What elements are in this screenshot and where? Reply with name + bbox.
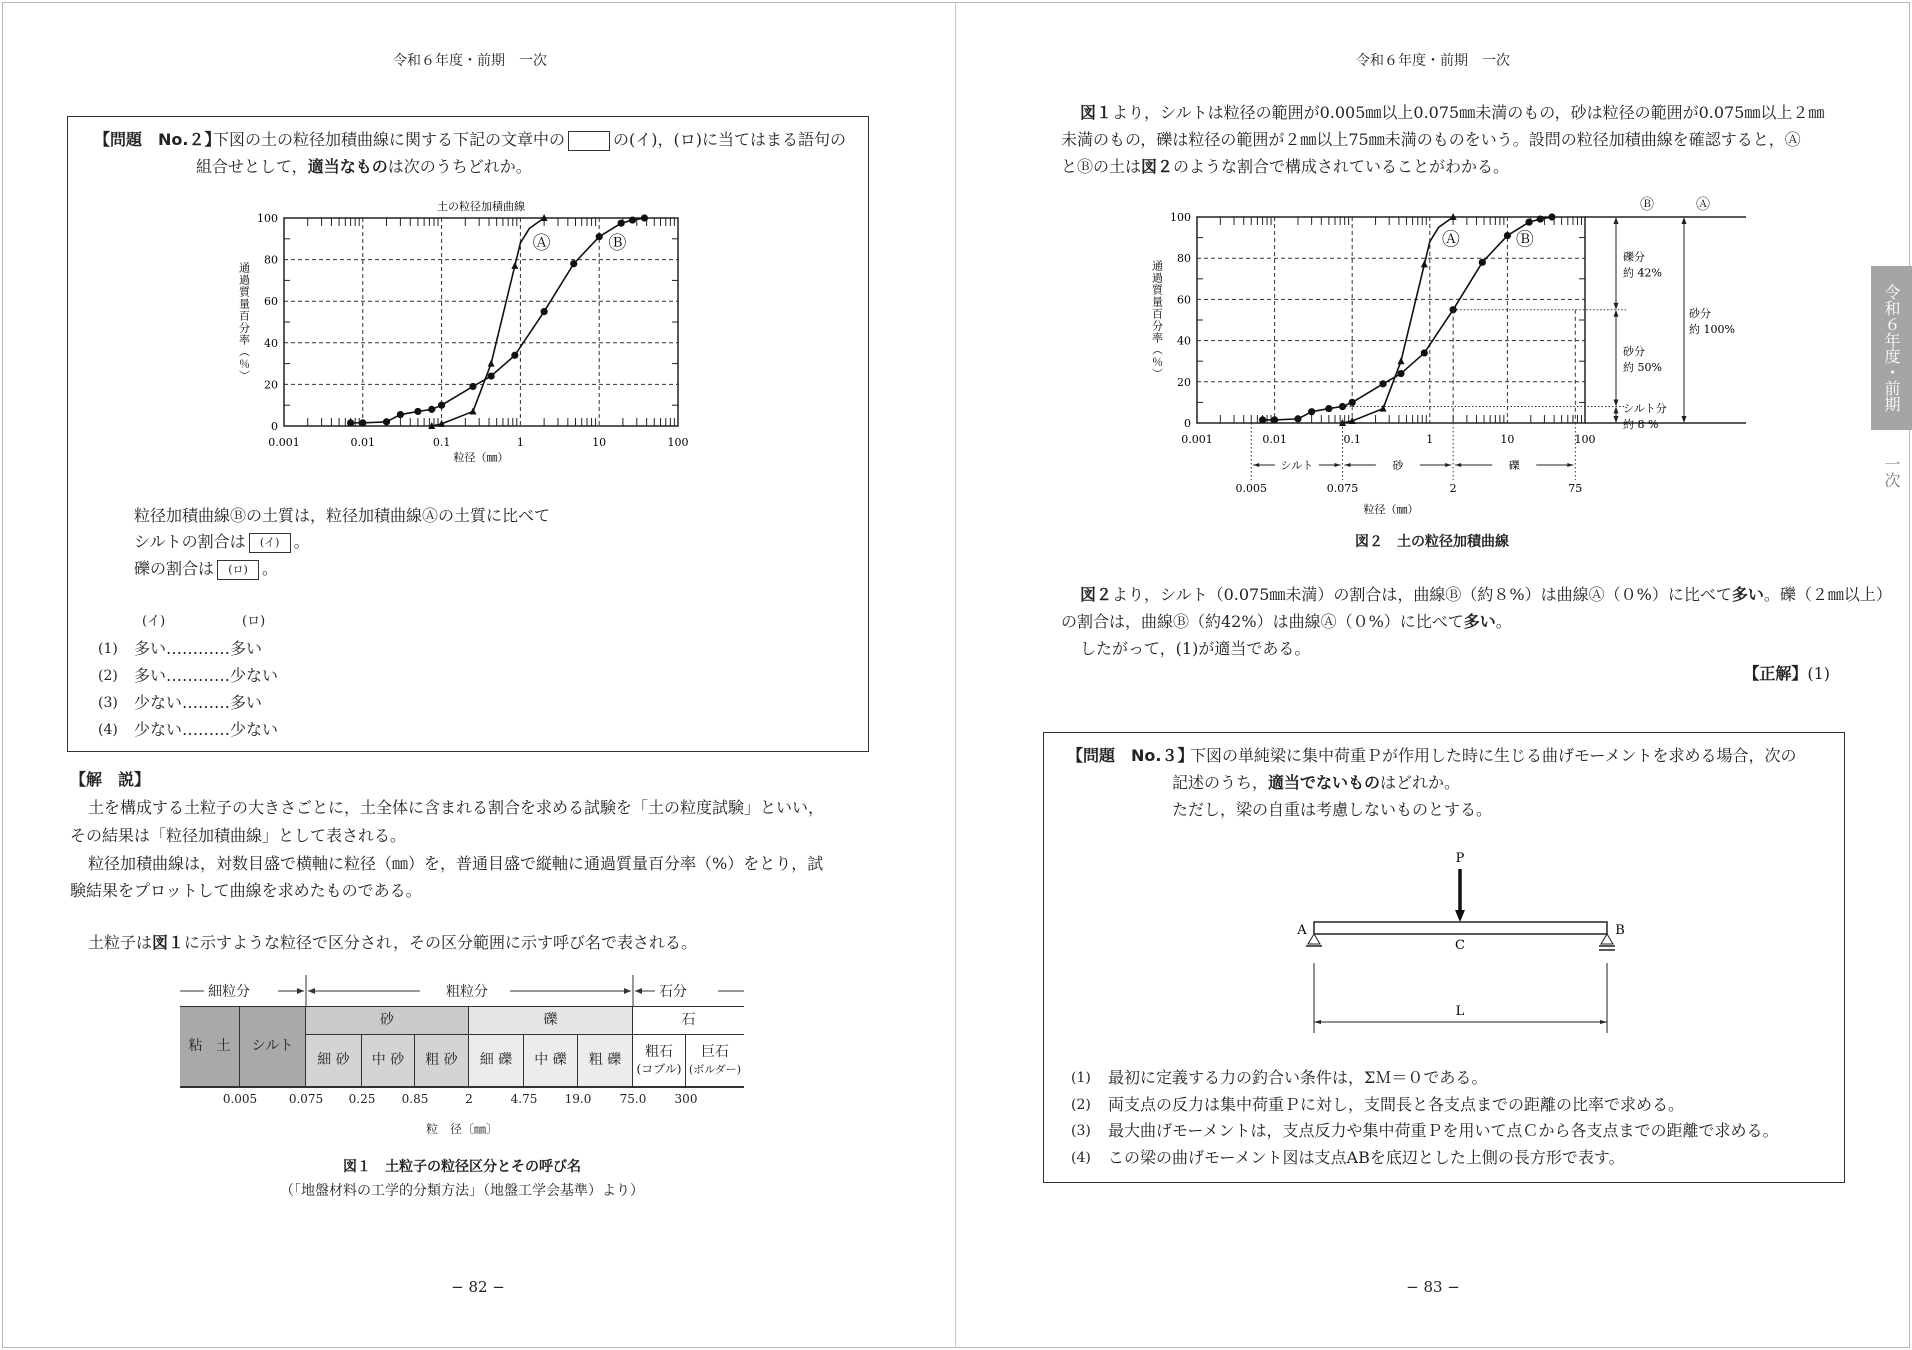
cell-coarse-gravel: 粗 礫	[578, 1035, 633, 1086]
bracket-head-a: Ⓐ	[1696, 197, 1710, 213]
data-point-circle	[1379, 380, 1386, 387]
data-point-triangle	[488, 360, 495, 367]
cell-silt: シルト	[240, 1007, 306, 1086]
choice-text: 最初に定義する力の釣合い条件は，ΣＭ＝０である。	[1108, 1068, 1488, 1087]
y-tick-label: 20	[264, 378, 278, 392]
figure-1-intro	[88, 932, 697, 954]
figure-ref: 図１	[152, 933, 185, 952]
data-point-circle	[570, 260, 577, 267]
figure-ref: 図２	[1080, 585, 1113, 604]
emphasis-text: 多い	[1731, 585, 1764, 604]
x-tick-label: 10	[592, 436, 607, 449]
problem-2-number: 【問題 No.２】	[94, 130, 221, 149]
para1-line1	[1080, 102, 1824, 124]
division-label: 礫	[1508, 459, 1520, 472]
explanation-line: 土を構成する土粒子の大きさごとに，土全体に含まれる割合を求める試験を「土の粒度試験」といい，	[88, 798, 825, 817]
bracket-value: 約 100%	[1689, 323, 1735, 336]
figure-1-axis-label: 粒 径〔㎜〕	[425, 1122, 499, 1136]
division-value-label: 2	[1449, 482, 1457, 495]
problem-3-question-line2	[1172, 772, 1460, 794]
figure-ref: 図１	[1080, 103, 1113, 122]
question-text: の(イ)，(ロ)に当てはまる語句の	[613, 130, 846, 149]
blank-ro: (ロ)	[217, 560, 259, 580]
data-point-circle	[1349, 399, 1356, 406]
boulder-label: 巨石	[701, 1043, 729, 1060]
curve-label: Ⓐ	[1441, 229, 1460, 251]
choice-number: (2)	[98, 668, 118, 684]
y-tick-label: 40	[1177, 334, 1191, 348]
division-value-label: 0.005	[1235, 482, 1267, 495]
group-stone: 石分	[659, 984, 687, 1000]
y-tick-label: 0	[1184, 417, 1191, 430]
y-axis-label: 通過質量百分率（％）	[1150, 260, 1164, 380]
problem-2-question-line2	[196, 156, 532, 178]
choice-number: (3)	[1071, 1123, 1091, 1139]
size-boundary-label: 0.85	[401, 1092, 429, 1106]
x-tick-label: 1	[516, 436, 524, 449]
data-point-circle	[438, 402, 445, 409]
size-boundary-label: 0.075	[288, 1092, 324, 1106]
x-tick-label: 100	[1574, 433, 1596, 446]
statement-text: 。	[262, 559, 279, 578]
data-point-circle	[469, 383, 476, 390]
support-b-label: B	[1615, 923, 1625, 938]
choice-text: 少ない………少ない	[134, 720, 279, 739]
data-point-circle	[1308, 408, 1315, 415]
x-tick-label: 10	[1500, 433, 1515, 446]
x-tick-label: 0.01	[350, 436, 376, 449]
division-label: 砂	[1392, 459, 1404, 472]
bracket-value: 約 50%	[1623, 361, 1662, 375]
x-tick-label: 0.001	[268, 436, 300, 449]
x-tick-label: 0.01	[1262, 433, 1287, 446]
grain-size-chart-2	[1140, 195, 1760, 525]
arrow-left-icon	[1314, 1020, 1321, 1024]
data-point-circle	[488, 372, 495, 379]
problem-3-question-line1: 下図の単純梁に集中荷重Ｐが作用した時に生じる曲げモーメントを求める場合，次の	[1190, 746, 1797, 765]
question-text: 記述のうち，	[1172, 773, 1269, 792]
data-point-circle	[1537, 215, 1544, 222]
cell-medium-sand: 中 砂	[362, 1035, 415, 1086]
para-text: の割合は，曲線Ⓑ（約42%）は曲線Ⓐ（０%）に比べて	[1061, 612, 1464, 631]
support-a-label: A	[1297, 923, 1307, 938]
load-label: P	[1455, 851, 1465, 866]
size-boundary-label: 4.75	[510, 1092, 538, 1106]
page-gutter	[955, 2, 956, 1348]
intro-text: に示すような粒径で区分され，その区分範囲に示す呼び名で表される。	[184, 933, 697, 952]
cell-coarse-sand: 粗 砂	[415, 1035, 469, 1086]
left-page-number: − 82 −	[451, 1278, 505, 1296]
para1-line2: 未満のもの，礫は粒径の範囲が２㎜以上75㎜未満のものをいう。設問の粒径加積曲線を確認すると，Ⓐ	[1061, 130, 1801, 149]
statement-line3	[134, 558, 278, 580]
table-body	[180, 1006, 744, 1088]
y-tick-label: 80	[1177, 252, 1191, 266]
answer-value: (1)	[1807, 664, 1830, 683]
figure-2-caption: 図２ 土の粒径加積曲線	[1355, 534, 1509, 550]
data-point-triangle	[511, 262, 518, 269]
division-value-label: 75	[1568, 482, 1583, 495]
size-boundary-label: 2	[465, 1092, 473, 1106]
arrow-right-icon	[1445, 463, 1451, 467]
emphasis-text: 適当でないもの	[1268, 773, 1381, 792]
column-header-i: (イ)	[142, 614, 166, 629]
roller-support-icon	[1599, 934, 1615, 950]
series-line-b	[1263, 217, 1552, 420]
load-arrow-icon	[1455, 910, 1465, 922]
intro-text: 土粒子は	[88, 933, 153, 952]
x-tick-label: 0.1	[432, 436, 451, 449]
y-tick-label: 60	[264, 295, 278, 309]
emphasis-text: 多い	[1463, 612, 1496, 631]
arrow-down-icon	[1614, 400, 1619, 407]
group-coarse: 粗粒分	[446, 984, 488, 1000]
explanation-line: その結果は「粒径加積曲線」として表される。	[70, 826, 407, 845]
curve-label: Ⓑ	[1515, 229, 1534, 251]
data-point-triangle	[1380, 405, 1387, 412]
data-point-circle	[1421, 349, 1428, 356]
statement-text: 礫の割合は	[134, 559, 215, 578]
choice-number: (1)	[98, 641, 118, 657]
para-text: より，シルト（0.075㎜未満）の割合は，曲線Ⓑ（約８%）は曲線Ⓐ（０%）に比べて	[1112, 585, 1732, 604]
size-boundary-label: 75.0	[619, 1092, 647, 1106]
explanation-line: 験結果をプロットして曲線を求めたものである。	[70, 881, 422, 900]
y-tick-label: 100	[257, 212, 278, 225]
size-boundary-label: 300	[674, 1092, 698, 1106]
series-line-a	[432, 218, 544, 426]
para2-line2	[1061, 611, 1512, 633]
bracket-head-b: Ⓑ	[1640, 197, 1654, 213]
para-text: とⒷの土は	[1061, 157, 1142, 176]
curve-label: Ⓐ	[532, 232, 551, 254]
data-point-circle	[1294, 415, 1301, 422]
data-point-circle	[359, 419, 366, 426]
bracket-name: シルト分	[1623, 401, 1667, 415]
column-header-ro: (ロ)	[242, 614, 266, 629]
bracket-value: 約 42%	[1623, 266, 1662, 280]
right-page-number: − 83 −	[1406, 1278, 1460, 1296]
para-text: のような割合で構成されていることがわかる。	[1173, 157, 1510, 176]
data-point-circle	[511, 352, 518, 359]
choice-number: (2)	[1071, 1096, 1091, 1113]
bracket-name: 砂分	[1689, 307, 1711, 320]
group-fine: 細粒分	[208, 984, 250, 1000]
data-point-circle	[1525, 219, 1532, 226]
pin-support-icon	[1306, 934, 1322, 946]
blank-box	[568, 131, 610, 151]
arrow-up-icon	[1614, 310, 1619, 317]
size-boundary-label: 19.0	[564, 1092, 592, 1106]
choice-text: 両支点の反力は集中荷重Ｐに対し，支間長と各支点までの距離の比率で求める。	[1108, 1094, 1685, 1114]
bracket-name: 礫分	[1623, 250, 1645, 264]
boulder-sublabel: (ボルダー)	[688, 1062, 742, 1076]
bracket-name: 砂分	[1623, 345, 1645, 359]
figure-1-source: （「地盤材料の工学的分類方法」（地盤工学会基準）より）	[280, 1183, 644, 1199]
data-point-triangle	[469, 407, 476, 414]
division-label: シルト	[1280, 459, 1314, 472]
blank-i: (イ)	[249, 533, 291, 553]
arrow-right-icon	[1335, 463, 1341, 467]
curve-label: Ⓑ	[608, 232, 627, 254]
side-tab-edition[interactable]: 令和６年度・前期	[1871, 266, 1912, 430]
question-text: 組合せとして，	[196, 157, 308, 176]
size-boundary-label: 0.25	[348, 1092, 376, 1106]
cell-fine-sand: 細 砂	[306, 1035, 362, 1086]
y-tick-label: 40	[264, 336, 278, 350]
x-tick-label: 0.001	[1181, 433, 1213, 446]
choice-text: 最大曲げモーメントは，支点反力や集中荷重Ｐを用いて点Ｃから各支点までの距離で求める。	[1108, 1121, 1779, 1140]
emphasis-text: 適当なもの	[307, 157, 388, 176]
arrow-right-icon	[1567, 463, 1573, 467]
size-boundary-label: 0.005	[222, 1092, 258, 1106]
cobble-sublabel: (コブル)	[636, 1061, 682, 1076]
cell-cobble	[633, 1035, 686, 1086]
data-point-triangle	[1421, 260, 1428, 267]
statement-line1: 粒径加積曲線Ⓑの土質は，粒径加積曲線Ⓐの土質に比べて	[134, 506, 551, 525]
y-tick-label: 20	[1177, 375, 1191, 389]
answer-label: 【正解】	[1743, 664, 1808, 683]
cell-sand: 砂	[306, 1007, 469, 1035]
data-point-circle	[1397, 370, 1404, 377]
arrow-down-icon	[1614, 303, 1619, 310]
data-point-circle	[428, 406, 435, 413]
cell-gravel: 礫	[469, 1007, 633, 1035]
para2-line3: したがって，(1)が適当である。	[1080, 639, 1311, 658]
series-line-b	[351, 218, 645, 423]
para-text: より，シルトは粒径の範囲が0.005㎜以上0.075㎜未満のもの，砂は粒径の範囲が0.075㎜以上２㎜	[1112, 103, 1825, 122]
figure-ref: 図２	[1141, 157, 1174, 176]
point-c-label: C	[1455, 938, 1465, 953]
data-point-circle	[641, 214, 648, 221]
data-point-circle	[618, 220, 625, 227]
arrow-down-icon	[1682, 416, 1687, 423]
question-text: 下図の土の粒径加積曲線に関する下記の文章中の	[213, 130, 566, 149]
x-axis-label: 粒径（㎜）	[1363, 503, 1419, 516]
cell-boulder	[686, 1035, 744, 1086]
arrow-up-icon	[1682, 217, 1687, 224]
choice-text: この梁の曲げモーメント図は支点ABを底辺とした上側の長方形で表す。	[1108, 1147, 1625, 1167]
data-point-triangle	[1397, 357, 1404, 364]
arrow-up-icon	[1614, 407, 1619, 414]
left-running-header: 令和６年度・前期 一次	[393, 53, 547, 69]
para2-line1	[1080, 584, 1892, 606]
choice-number: (3)	[98, 695, 118, 711]
x-tick-label: 0.1	[1343, 433, 1361, 446]
y-tick-label: 80	[264, 253, 278, 267]
data-point-circle	[1504, 232, 1511, 239]
explanation-line: 粒径加積曲線は，対数目盛で横軸に粒径（㎜）を，普通目盛で縦軸に通過質量百分率（%）をとり，試	[88, 854, 824, 873]
y-tick-label: 100	[1170, 211, 1191, 224]
choice-number: (4)	[98, 722, 118, 738]
problem-2-label	[94, 129, 220, 151]
figure-1-caption: 図１ 土粒子の粒径区分とその呼び名	[343, 1159, 581, 1175]
explanation-heading: 【解 説】	[70, 770, 151, 789]
x-axis-label: 粒径（㎜）	[453, 451, 509, 464]
side-tab-sub: 一次	[1882, 456, 1901, 488]
cobble-label: 粗石	[645, 1043, 673, 1060]
beam	[1314, 922, 1607, 934]
cell-fine-gravel: 細 礫	[469, 1035, 524, 1086]
choice-text: 少ない………多い	[134, 693, 263, 712]
y-axis-label: 通過質量百分率（％）	[237, 262, 251, 382]
cell-clay: 粘 土	[180, 1007, 240, 1086]
answer	[1743, 663, 1830, 685]
data-point-circle	[347, 419, 354, 426]
y-tick-label: 0	[271, 420, 278, 433]
span-label: L	[1455, 1004, 1465, 1019]
bracket-value: 約 8 %	[1623, 417, 1659, 431]
data-point-circle	[383, 418, 390, 425]
arrow-left-icon	[1345, 463, 1351, 467]
division-value-label: 0.075	[1326, 482, 1359, 495]
arrow-up-icon	[1614, 217, 1619, 224]
para1-line3	[1061, 156, 1509, 178]
arrow-left-icon	[1455, 463, 1461, 467]
problem-2-question-line1	[213, 129, 846, 151]
data-point-circle	[629, 216, 636, 223]
simple-beam-diagram	[1280, 840, 1650, 1040]
x-tick-label: 1	[1426, 433, 1434, 446]
question-text: は次のうちどれか。	[387, 157, 532, 176]
statement-line2	[134, 531, 310, 553]
series-line-a	[1343, 217, 1454, 423]
choice-text: 多い…………少ない	[134, 666, 279, 685]
data-point-circle	[1548, 213, 1555, 220]
para-text: 。	[1495, 612, 1512, 631]
data-point-circle	[414, 408, 421, 415]
choice-number: (4)	[1071, 1149, 1091, 1166]
right-running-header: 令和６年度・前期 一次	[1356, 53, 1510, 69]
data-point-circle	[1271, 416, 1278, 423]
question-text: はどれか。	[1380, 773, 1461, 792]
para-text: 。礫（２㎜以上）	[1763, 585, 1892, 604]
data-point-circle	[596, 233, 603, 240]
data-point-circle	[1479, 259, 1486, 266]
choice-text: 多い…………多い	[134, 639, 263, 658]
problem-3-number: 【問題 No.３】	[1067, 746, 1194, 765]
data-point-circle	[541, 308, 548, 315]
statement-text: 。	[293, 532, 310, 551]
cell-stone: 石	[633, 1007, 744, 1035]
problem-3-question-line3: ただし，梁の自重は考慮しないものとする。	[1172, 800, 1493, 819]
arrow-down-icon	[1614, 416, 1619, 423]
chart-title: 土の粒径加積曲線	[437, 200, 525, 213]
y-tick-label: 60	[1177, 293, 1191, 307]
arrow-right-icon	[1600, 1020, 1607, 1024]
data-point-circle	[1259, 416, 1266, 423]
statement-text: シルトの割合は	[134, 532, 246, 551]
data-point-circle	[397, 411, 404, 418]
choice-number: (1)	[1071, 1070, 1091, 1086]
data-point-circle	[1325, 405, 1332, 412]
x-tick-label: 100	[667, 436, 689, 449]
cell-medium-gravel: 中 礫	[524, 1035, 578, 1086]
arrow-left-icon	[1253, 463, 1259, 467]
grain-size-chart-1	[220, 195, 700, 470]
